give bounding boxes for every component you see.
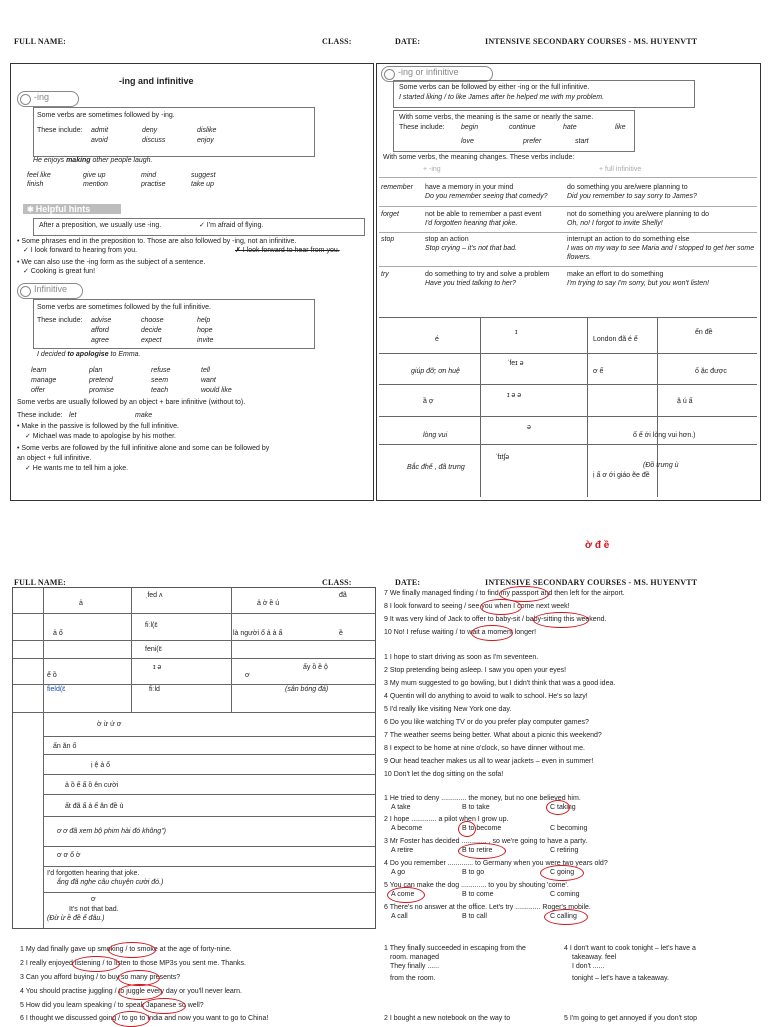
word: begin: [461, 124, 479, 131]
inf-meaning: interrupt an action to do something else: [567, 236, 690, 243]
vocab-cell: fiːld: [149, 686, 160, 693]
word: hate: [563, 124, 577, 131]
exercise-item: 6 Do you like watching TV or do you prefer play computer games?: [384, 719, 589, 726]
word: offer: [31, 387, 46, 394]
answer-circle: [471, 625, 513, 641]
helpful-hints-banner: ✱ Helpful hints: [23, 204, 121, 214]
exercise-item: tonight – let's have a takeaway.: [572, 975, 669, 982]
vocab-cell: feni(ɛ̈: [145, 646, 162, 653]
ing-section-tab: [17, 91, 79, 107]
option-b: B to take: [462, 804, 490, 811]
inf-meaning: make an effort to do something: [567, 271, 664, 278]
vocab-cell: ến đề: [695, 329, 713, 336]
vocab-cell: ơ: [91, 896, 96, 903]
vocab-cell: ɪ ə ə: [507, 392, 522, 399]
vocab-cell: ˈfɪtʃə: [495, 454, 510, 461]
word: advise: [91, 317, 112, 324]
answer-circle: [108, 942, 156, 958]
exercise-item: takeaway. feel: [572, 954, 617, 961]
panel-title: -ing and infinitive: [119, 76, 194, 86]
option-c: C coming: [550, 891, 580, 898]
full-name-label: FULL NAME:: [14, 578, 66, 587]
vocab-cell: ấn ăn ố: [53, 743, 77, 750]
vocab-cell: ɪ ə: [153, 664, 162, 671]
verb-label: stop: [381, 236, 395, 243]
ing-example: Stop crying – it's not that bad.: [425, 245, 518, 252]
word: plan: [89, 367, 103, 374]
word: let: [69, 412, 77, 419]
question: 5 You can make the dog ............. to you by shouting 'come'.: [384, 882, 569, 889]
word: help: [197, 317, 211, 324]
ing-meaning: not be able to remember a past event: [425, 211, 542, 218]
vocab-cell: ả: [79, 600, 83, 607]
answer-circle: [72, 956, 120, 972]
vocab-cell: ả ố: [53, 630, 63, 637]
circle-icon: [20, 286, 31, 297]
ing-intro: Some verbs are sometimes followed by -ing.: [37, 112, 175, 119]
word: tell: [201, 367, 210, 374]
word: refuse: [151, 367, 171, 374]
inf-include: These include:: [37, 317, 83, 324]
option-b: B to go: [462, 869, 485, 876]
question: 6 There's no answer at the office. Let's try ............. Roger's mobile.: [384, 904, 591, 911]
vocab-cell: giúp đỡ; ơn huệ: [411, 368, 460, 375]
phrase-bad: ✗ I look forward to hear from you.: [235, 247, 340, 254]
ing-include: These include:: [37, 127, 83, 134]
word: give up: [83, 172, 106, 179]
ing-meaning: do something to try and solve a problem: [425, 271, 550, 278]
verb-label: try: [381, 271, 389, 278]
same-include: These include:: [399, 124, 445, 131]
exercise-item: 10 No! I refuse waiting / to wait a moment longer!: [384, 629, 537, 636]
answer-circle: [458, 843, 506, 859]
word: like: [615, 124, 626, 131]
vocab-cell: ə: [527, 424, 531, 431]
course-label: INTENSIVE SECONDARY COURSES - MS. HUYENVTT: [485, 37, 698, 46]
inf-meaning: not do something you are/were planning to do: [567, 211, 710, 218]
inf-intro: Some verbs are sometimes followed by the full infinitive.: [37, 304, 211, 311]
vocab-cell: field(ɛ̈: [47, 686, 66, 693]
class-label: CLASS:: [322, 578, 352, 587]
col-ing: + -ing: [423, 166, 441, 173]
ing-or-infinitive-label: -ing or infinitive: [398, 67, 459, 77]
vocab-cell: ấy ồ ề ộ: [303, 664, 328, 671]
subject-example: ✓ Cooking is great fun!: [23, 268, 96, 275]
gear-icon: ✱: [27, 205, 34, 214]
question: 4 Do you remember ............. to Germany when you were two years old?: [384, 860, 608, 867]
subject-note: • We can also use the -ing form as the subject of a sentence.: [17, 259, 206, 266]
word: afford: [91, 327, 109, 334]
circle-icon: [20, 94, 31, 105]
infinitive-section-tab: [17, 283, 83, 299]
exercise-item: 8 I expect to be home at nine o'clock, so have dinner without me.: [384, 745, 585, 752]
vocab-cell: ˈfeɪ ə: [507, 360, 524, 367]
vocab-cell: ả ờ ề ú: [257, 600, 280, 607]
verb-label: remember: [381, 184, 413, 191]
word: suggest: [191, 172, 216, 179]
vocab-cell: ầ ợ: [423, 398, 434, 405]
vocab-cell: ơ ơ đã xem bộ phim hài đó không"): [57, 828, 167, 835]
phrase-note: • Some phrases end in the preposition to. Those are also followed by -ing, not an infinitive.: [17, 238, 297, 245]
word: start: [575, 138, 589, 145]
option-b: B to come: [462, 891, 494, 898]
word: mind: [141, 172, 157, 179]
full-name-label: FULL NAME:: [14, 37, 66, 46]
inf-example: I'm trying to say I'm sorry, but you won't listen!: [567, 280, 709, 287]
word: love: [461, 138, 474, 145]
inf-example: Did you remember to say sorry to James?: [567, 193, 697, 200]
option-b: B to call: [462, 913, 487, 920]
word: deny: [142, 127, 158, 134]
answer-circle: [480, 599, 522, 615]
answer-circle: [387, 887, 425, 903]
exercise-item: room. managed: [390, 954, 440, 961]
word: agree: [91, 337, 109, 344]
word: practise: [141, 181, 166, 188]
vocab-cell: (sân bóng đá): [285, 686, 329, 693]
option-b: B to become: [462, 825, 502, 832]
answer-circle: [544, 909, 588, 925]
exercise-item: They finally ......: [390, 963, 440, 970]
vocab-cell: é: [435, 336, 439, 343]
same-line: With some verbs, the meaning is the same or nearly the same.: [399, 114, 594, 121]
vocab-cell: ơ ế: [593, 368, 604, 375]
vocab-cell: (Đồ trưng ù: [643, 462, 679, 469]
option-a: A become: [391, 825, 423, 832]
word: prefer: [523, 138, 542, 145]
word: dislike: [197, 127, 217, 134]
vocab-cell: ị ệ ả ổ: [91, 762, 111, 769]
course-label: INTENSIVE SECONDARY COURSES - MS. HUYENVTT: [485, 578, 698, 587]
option-a: A go: [391, 869, 406, 876]
ing-meaning: stop an action: [425, 236, 469, 243]
exercise-item: 5 I'm going to get annoyed if you don't stop: [564, 1015, 698, 1022]
exercise-item: I don't ......: [572, 963, 605, 970]
ing-section-label: -ing: [34, 92, 50, 102]
vocab-cell: ơ ơ ổ ờ: [57, 852, 81, 859]
vocab-cell: It's not that bad.: [69, 906, 119, 913]
date-label: DATE:: [395, 578, 421, 587]
word: would like: [201, 387, 232, 394]
vocab-cell: ậ ú ấ: [677, 398, 693, 405]
option-c: C becoming: [550, 825, 588, 832]
col-inf: + full infinitive: [599, 166, 642, 173]
word: finish: [27, 181, 44, 188]
ing-example: Do you remember seeing that comedy?: [425, 193, 548, 200]
bare-note: Some verbs are usually followed by an object + bare infinitive (without to).: [17, 399, 246, 406]
circle-icon: [384, 69, 395, 80]
vocab-cell: đã: [339, 592, 347, 599]
vocab-cell: ả ồ ế ấ ồ ên cười: [65, 782, 119, 789]
inf-example: I was on my way to see Maria and I stopped to get her some flowers.: [567, 245, 755, 261]
word: take up: [191, 181, 214, 188]
word: manage: [31, 377, 57, 384]
ing-example: Have you tried talking to her?: [425, 280, 517, 287]
option-c: C taking: [550, 804, 576, 811]
word: hope: [197, 327, 213, 334]
word: continue: [509, 124, 536, 131]
date-label: DATE:: [395, 37, 421, 46]
exercise-item: 2 Stop pretending being asleep. I saw you open your eyes!: [384, 667, 567, 674]
phrase-ok: ✓ I look forward to hearing from you.: [23, 247, 138, 254]
question: 2 I hope ............. a pilot when I grow up.: [384, 816, 509, 823]
word: teach: [151, 387, 169, 394]
vocab-cell: ắng đã nghe câu chuyện cười đó.): [57, 879, 164, 886]
vocab-cell: fiːl(ɛ̈: [145, 622, 158, 629]
hint-example: ✓ I'm afraid of flying.: [199, 222, 264, 229]
exercise-item: 9 Our head teacher makes us all to wear jackets – even in summer!: [384, 758, 594, 765]
hint-line: After a preposition, we usually use -ing.: [39, 222, 162, 229]
some-note-2: an object + full infinitive.: [17, 455, 92, 462]
ing-example: I'd forgotten hearing that joke.: [425, 220, 518, 227]
option-a: A call: [391, 913, 408, 920]
question: 3 Mr Foster has decided ............. , so we're going to have a party.: [384, 838, 588, 845]
option-b: B to retire: [462, 847, 493, 854]
exercise-item: 3 Can you afford buying / to buy so many presents?: [20, 974, 181, 981]
word: admit: [91, 127, 109, 134]
vocab-cell: ố ặc được: [695, 368, 727, 375]
answer-circle: [458, 821, 476, 837]
word: avoid: [91, 137, 108, 144]
word: make: [135, 412, 153, 419]
word: feel like: [27, 172, 51, 179]
exercise-item: 8 I look forward to seeing / see you when I come next week!: [384, 603, 570, 610]
answer-circle: [112, 1011, 150, 1027]
word: expect: [141, 337, 162, 344]
vocab-cell: I'd forgotten hearing that joke.: [47, 870, 140, 877]
vocab-cell: ố ế ới lòng vui hơn.): [633, 432, 696, 439]
vocab-cell: London đã é ế: [593, 336, 638, 343]
exercise-item: 4 You should practise juggling / to juggle every day or you'll never learn.: [20, 988, 242, 995]
intro-line-1: Some verbs can be followed by either -ing or the full infinitive.: [399, 84, 590, 91]
verb-label: forget: [381, 211, 399, 218]
class-label: CLASS:: [322, 37, 352, 46]
exercise-item: 5 I'd really like visiting New York one day.: [384, 706, 512, 713]
word: decide: [141, 327, 162, 334]
answer-circle: [142, 998, 186, 1014]
exercise-item: 4 I don't want to cook tonight – let's have a: [564, 945, 696, 952]
vocab-cell: ể ồ: [47, 672, 57, 679]
exercise-item: 2 I really enjoyed listening / to listen to those MP3s you sent me. Thanks.: [20, 960, 246, 967]
vocab-cell: ơ: [245, 672, 250, 679]
word: enjoy: [197, 137, 214, 144]
section-title: ờ đ ề: [585, 540, 610, 551]
word: invite: [197, 337, 214, 344]
vocab-cell: ɪ: [515, 329, 518, 336]
exercise-item: 10 Don't let the dog sitting on the sofa!: [384, 771, 504, 778]
option-a: A take: [391, 804, 411, 811]
option-a: A retire: [391, 847, 414, 854]
passive-example: ✓ Michael was made to apologise by his mother.: [25, 433, 176, 440]
vocab-cell: ề: [339, 630, 343, 637]
word: want: [201, 377, 216, 384]
vocab-cell: ị ấ ơ ới giáo ẽe đề: [593, 472, 650, 479]
bare-include: These include:: [17, 412, 63, 419]
infinitive-section-label: Infinitive: [34, 284, 68, 294]
some-note: • Some verbs are followed by the full infinitive alone and some can be followed by: [17, 445, 270, 452]
grammar-panel-left: [10, 63, 374, 501]
inf-meaning: do something you are/were planning to: [567, 184, 688, 191]
change-line: With some verbs, the meaning changes. These verbs include:: [383, 154, 575, 161]
inf-example: Oh, no! I forgot to invite Shelly!: [567, 220, 663, 227]
exercise-item: from the room.: [390, 975, 436, 982]
ing-example: He enjoys making other people laugh.: [33, 157, 153, 164]
question: 1 He tried to deny ............. the money, but no one believed him.: [384, 795, 581, 802]
word: learn: [31, 367, 47, 374]
word: seem: [151, 377, 169, 384]
exercise-item: 5 How did you learn speaking / to speak Japanese so well?: [20, 1002, 204, 1009]
option-c: C retiring: [550, 847, 579, 854]
word: promise: [89, 387, 114, 394]
vocab-cell: (Đừ ừ ề đề ể đâu.): [47, 915, 105, 922]
answer-circle: [546, 800, 570, 815]
vocab-cell: ờ ừ ứ ơ: [97, 721, 122, 728]
some-example: ✓ He wants me to tell him a joke.: [25, 465, 129, 472]
word: discuss: [142, 137, 166, 144]
vocab-cell: lòng vui: [423, 432, 448, 439]
ing-meaning: have a memory in your mind: [425, 184, 514, 191]
option-c: C going: [550, 869, 575, 876]
word: mention: [83, 181, 108, 188]
exercise-item: 1 My dad finally gave up smoking / to smoke at the age of forty-nine.: [20, 946, 232, 953]
answer-circle: [533, 612, 589, 628]
inf-example: I decided to apologise to Emma.: [37, 351, 141, 358]
exercise-item: 7 We finally managed finding / to find my passport and then left for the airport.: [384, 590, 625, 597]
word: pretend: [89, 377, 113, 384]
vocab-cell: Bắc đhế , đã trưng: [407, 464, 465, 471]
option-a: A come: [391, 891, 415, 898]
passive-note: • Make in the passive is followed by the full infinitive.: [17, 423, 179, 430]
exercise-item: 1 They finally succeeded in escaping from the: [384, 945, 526, 952]
vocab-cell: là người ố ả ả ấ: [233, 630, 283, 637]
word: choose: [141, 317, 164, 324]
exercise-item: 2 I bought a new notebook on the way to: [384, 1015, 511, 1022]
exercise-item: 3 My mum suggested to go bowling, but I didn't think that was a good idea.: [384, 680, 616, 687]
exercise-item: 1 I hope to start driving as soon as I'm seventeen.: [384, 654, 539, 661]
vocab-table-bottom: [12, 587, 376, 929]
exercise-item: 9 It was very kind of Jack to offer to baby-sit / baby-sitting this weekend.: [384, 616, 607, 623]
exercise-item: 4 Quentin will do anything to avoid to walk to school. He's so lazy!: [384, 693, 588, 700]
grammar-panel-right: [376, 63, 761, 501]
vocab-cell: ˌfed ʌ: [145, 592, 163, 599]
exercise-item: 7 The weather seems being better. What about a picnic this weekend?: [384, 732, 602, 739]
intro-line-2: I started liking / to like James after he helped me with my problem.: [399, 94, 605, 101]
option-c: C calling: [550, 913, 577, 920]
exercise-item: 6 I thought we discussed going / to go to India and now you want to go to China!: [20, 1015, 269, 1022]
vocab-cell: ất đã ấ ả ế ăn đề ù: [65, 803, 124, 810]
answer-circle: [540, 865, 584, 881]
